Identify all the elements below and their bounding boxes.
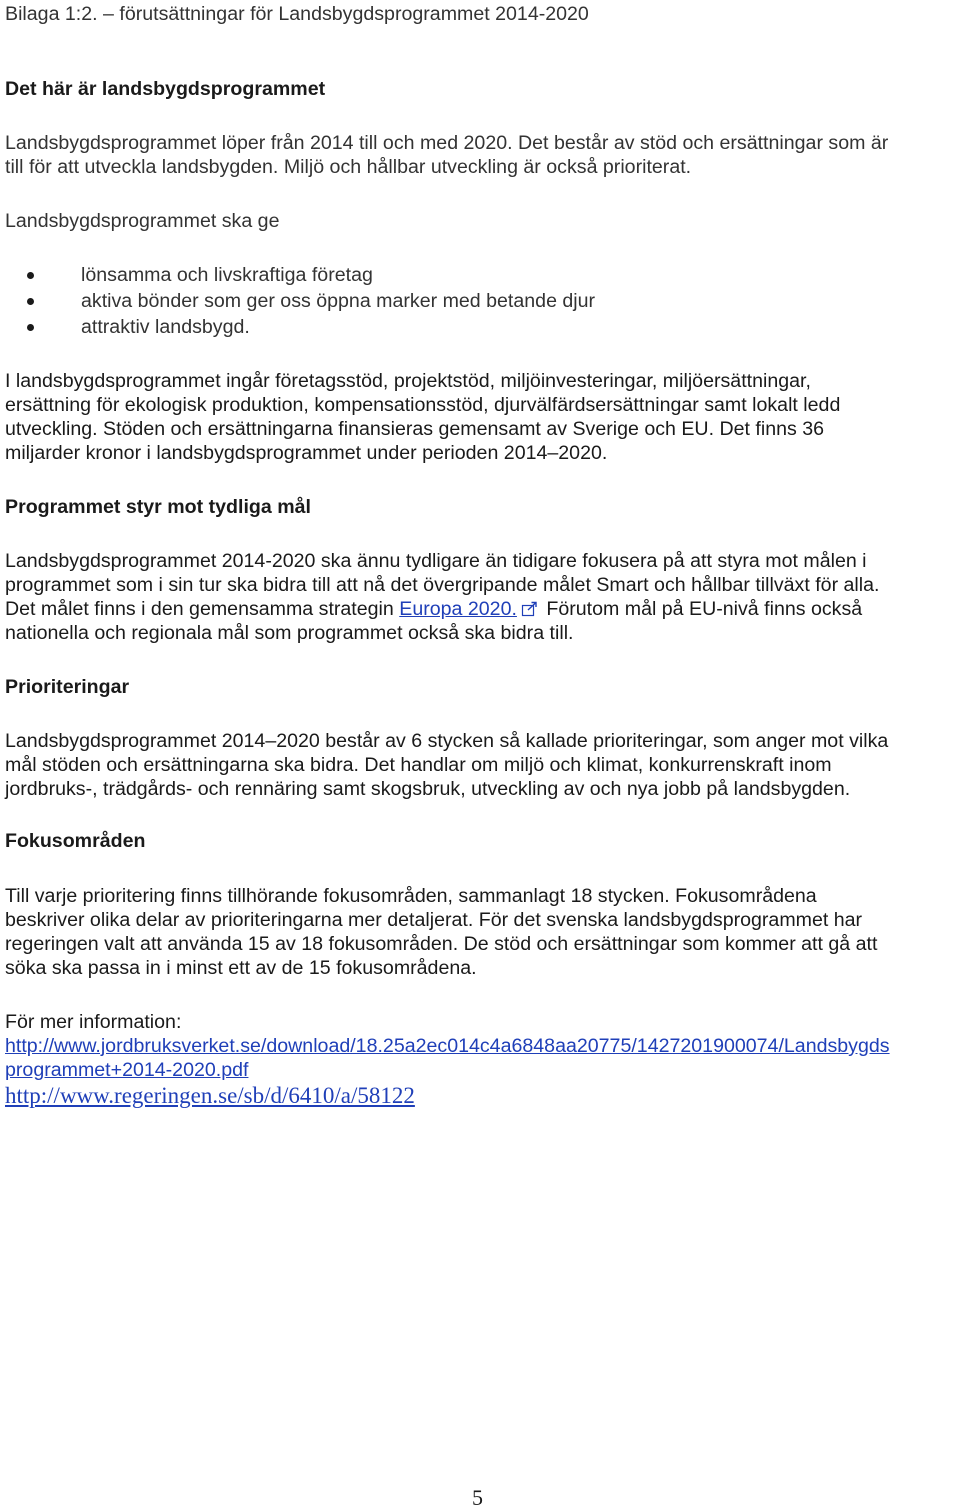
focus-line-1: Till varje prioritering finns tillhörande fokusområden, sammanlagt 18 stycken. Fokusområdena <box>5 885 817 907</box>
list-item <box>5 262 595 288</box>
intro-paragraph-line-2: ersättning för ekologisk produktion, kompensationsstöd, djurvälfärdsersättningar samt lokalt ledd <box>5 394 841 416</box>
priorities-line-1: Landsbygdsprogrammet 2014–2020 består av 6 stycken så kallade prioriteringar, som anger mot vilka <box>5 730 889 752</box>
goals-line-2: programmet som i sin tur ska bidra till att nå det övergripande målet Smart och hållbar tillväxt för alla. <box>5 574 880 596</box>
intro-line-1: Landsbygdsprogrammet löper från 2014 till och med 2020. Det består av stöd och ersättningar som är <box>5 132 889 154</box>
list-item <box>5 288 595 314</box>
regeringen-link-line <box>5 1083 415 1110</box>
focus-line-4: söka ska passa in i minst ett av de 15 fokusområdena. <box>5 957 477 979</box>
more-info-label: För mer information: <box>5 1011 182 1033</box>
goals-line-3-start: Det målet finns i den gemensamma strategin <box>5 598 400 620</box>
bullet-icon <box>27 298 34 305</box>
bullet-icon <box>27 324 34 331</box>
heading-focus-areas: Fokusområden <box>5 830 146 852</box>
regeringen-link[interactable]: http://www.regeringen.se/sb/d/6410/a/58122 <box>5 1083 415 1108</box>
jordbruksverket-link-continued[interactable]: programmet+2014-2020.pdf <box>5 1059 249 1081</box>
goals-line-3 <box>5 597 862 621</box>
intro-paragraph-line-4: miljarder kronor i landsbygdsprogrammet under perioden 2014–2020. <box>5 442 608 464</box>
jordbruksverket-link-line-2 <box>5 1058 248 1082</box>
intro-paragraph-line-3: utveckling. Stöden och ersättningarna finansieras gemensamt av Sverige och EU. Det finns 36 <box>5 418 825 440</box>
intro-lead: Landsbygdsprogrammet ska ge <box>5 210 280 232</box>
heading-goals: Programmet styr mot tydliga mål <box>5 496 311 518</box>
page-number: 5 <box>472 1485 483 1510</box>
priorities-line-3: jordbruks-, trädgårds- och rennäring samt skogsbruk, utveckling av och nya jobb på landsbygden. <box>5 778 851 800</box>
jordbruksverket-link-line-1 <box>5 1034 890 1058</box>
list-item-text: attraktiv landsbygd. <box>81 316 250 338</box>
list-item <box>5 314 595 340</box>
document-title: Bilaga 1:2. – förutsättningar för Landsbygdsprogrammet 2014-2020 <box>5 3 589 25</box>
external-link-icon[interactable] <box>521 601 539 617</box>
heading-priorities: Prioriteringar <box>5 676 130 698</box>
priorities-line-2: mål stöden och ersättningarna ska bidra. Det handlar om miljö och klimat, konkurrenskraft inom <box>5 754 832 776</box>
goals-bullet-list <box>5 262 595 340</box>
list-item-text: aktiva bönder som ger oss öppna marker med betande djur <box>81 290 596 312</box>
heading-intro: Det här är landsbygdsprogrammet <box>5 78 326 100</box>
focus-line-3: regeringen valt att använda 15 av 18 fokusområden. De stöd och ersättningar som kommer att gå att <box>5 933 878 955</box>
goals-line-1: Landsbygdsprogrammet 2014-2020 ska ännu tydligare än tidigare fokusera på att styra mot målen i <box>5 550 867 572</box>
focus-line-2: beskriver olika delar av prioriteringarna mer detaljerat. För det svenska landsbygdsprogrammet har <box>5 909 863 931</box>
intro-line-2: till för att utveckla landsbygden. Miljö och hållbar utveckling är också prioriterat. <box>5 156 692 178</box>
intro-paragraph-line-1: I landsbygdsprogrammet ingår företagsstöd, projektstöd, miljöinvesteringar, miljöersättningar, <box>5 370 811 392</box>
goals-line-4: nationella och regionala mål som programmet också ska bidra till. <box>5 622 574 644</box>
jordbruksverket-link[interactable]: http://www.jordbruksverket.se/download/18.25a2ec014c4a6848aa20775/1427201900074/Landsbygds <box>5 1035 890 1057</box>
bullet-icon <box>27 272 34 279</box>
europa-2020-link[interactable]: Europa 2020. <box>399 598 517 620</box>
list-item-text: lönsamma och livskraftiga företag <box>81 264 373 286</box>
goals-line-3-end: Förutom mål på EU-nivå finns också <box>540 598 863 620</box>
